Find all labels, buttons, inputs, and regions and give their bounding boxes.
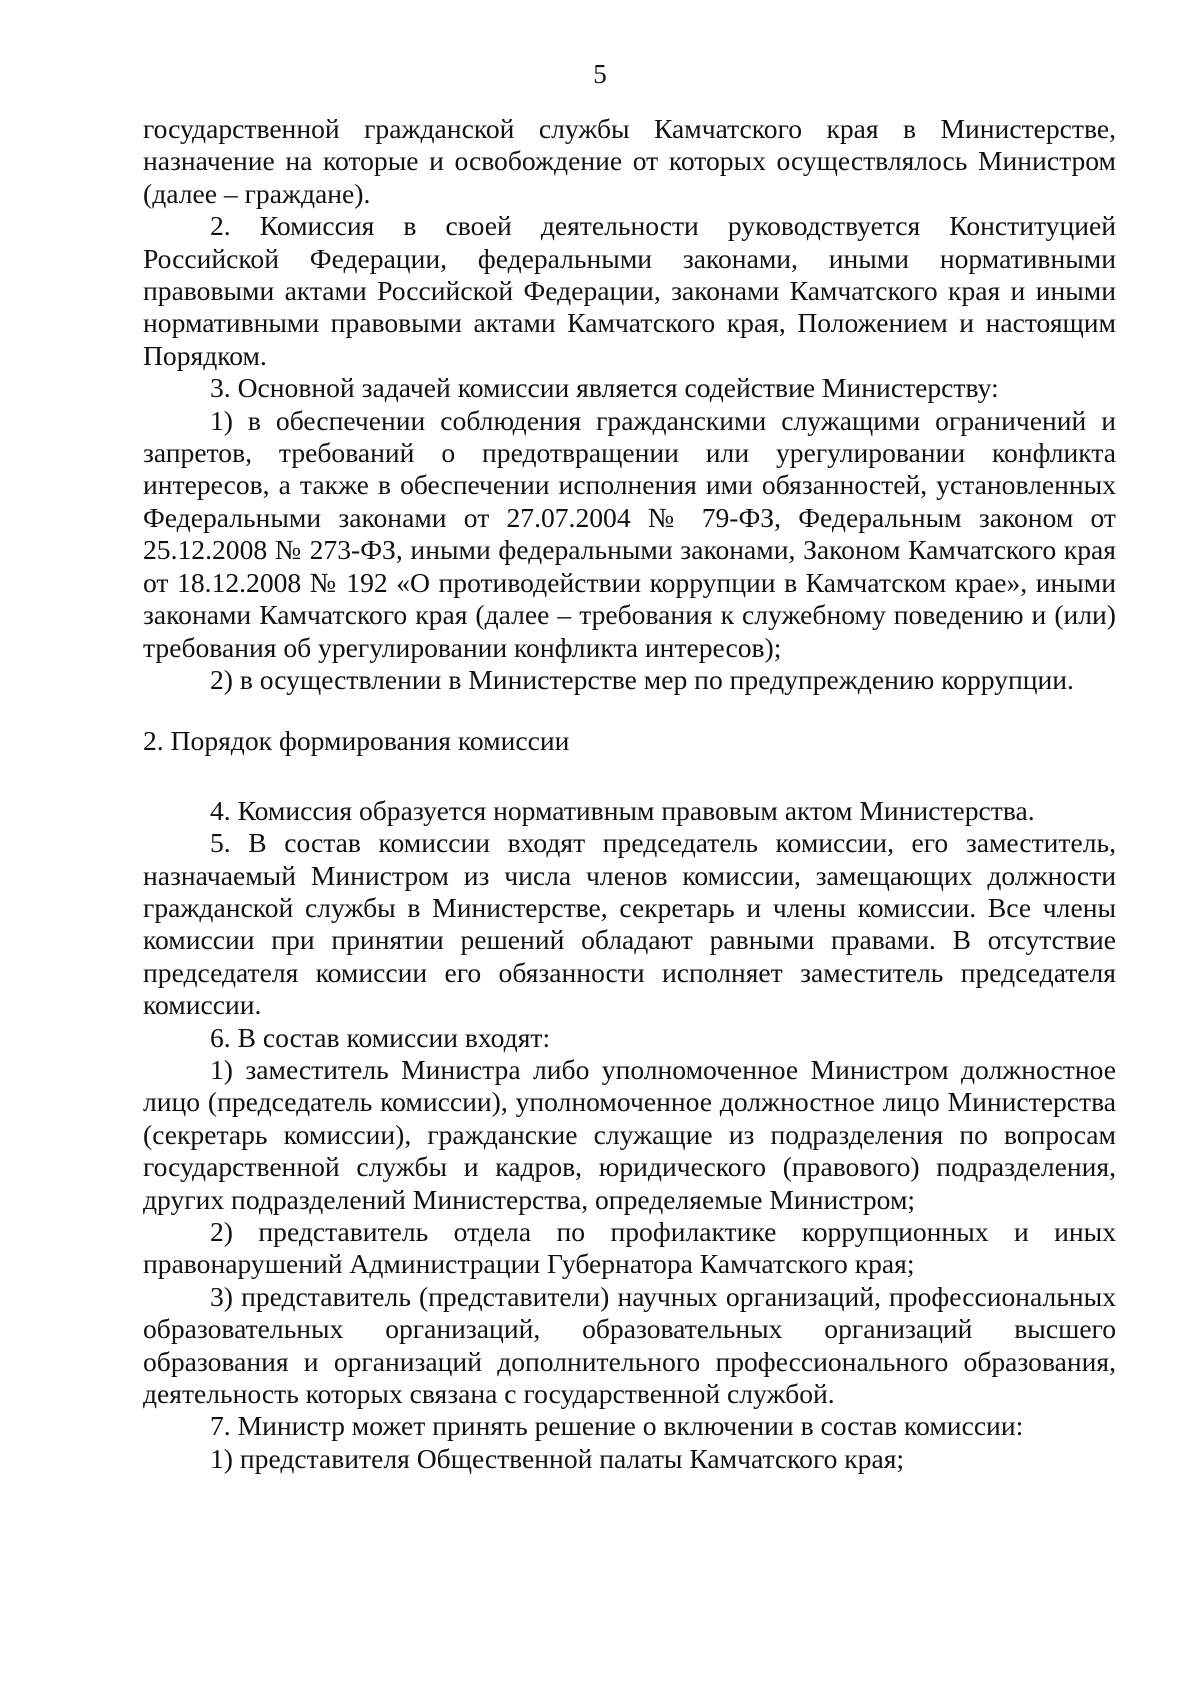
paragraph-item-5: 5. В состав комиссии входят председатель комиссии, его заместитель, назначаемый Министром из числа членов комиссии, замещающих должности гражданской службы в Министерстве, секретарь и члены комиссии. Все члены комиссии при принятии решений обладают равными правами. В отсутствие председателя комиссии его обязанности исполняет заместитель председателя комиссии. [143, 827, 1116, 1021]
paragraph-subitem-3-2: 2) в осуществлении в Министерстве мер по предупреждению коррупции. [210, 663, 1074, 695]
document-body [143, 113, 1116, 1475]
page-number: 5 [593, 59, 607, 89]
paragraph-item-4: 4. Комиссия образуется нормативным правовым актом Министерства. [210, 794, 1035, 826]
paragraph-continuation: государственной гражданской службы Камчатского края в Министерстве, назначение на которые и освобождение от которых осуществлялось Министром (далее – граждане). [143, 113, 1116, 209]
paragraph-subitem-3-1: 1) в обеспечении соблюдения гражданскими служащими ограничений и запретов, требований о предотвращении или урегулировании конфликта интересов, а также в обеспечении исполнения ими обязанностей, установленных Федеральными законами от 27.07.2004 № 79-ФЗ, Федеральным законом от 25.12.2008 № 273-ФЗ, иными федеральными законами, Законом Камчатского края от 18.12.2008 № 192 «О противодействии коррупции в Камчатском крае», иными законами Камчатского края (далее – требования к служебному поведению и (или) требования об урегулировании конфликта интересов); [143, 404, 1116, 663]
paragraph-subitem-6-2: 2) представитель отдела по профилактике коррупционных и иных правонарушений Администрации Губернатора Камчатского края; [143, 1216, 1116, 1280]
paragraph-item-2: 2. Комиссия в своей деятельности руководствуется Конституцией Российской Федерации, федеральными законами, иными нормативными правовыми актами Российской Федерации, законами Камчатского края и иными нормативными правовыми актами Камчатского края, Положением и настоящим Порядком. [143, 210, 1116, 371]
paragraph-item-6: 6. В состав комиссии входят: [210, 1021, 551, 1053]
paragraph-subitem-6-3: 3) представитель (представители) научных организаций, профессиональных образовательных организаций, образовательных организаций высшего образования и организаций дополнительного профессионального образования, деятельность которых связана с государственной службой. [143, 1280, 1116, 1410]
paragraph-subitem-6-1: 1) заместитель Министра либо уполномоченное Министром должностное лицо (председатель комиссии), уполномоченное должностное лицо Министерства (секретарь комиссии), гражданские служащие из подразделения по вопросам государственной службы и кадров, юридического (правового) подразделения, других подразделений Министерства, определяемые Министром; [143, 1053, 1116, 1215]
section-heading: 2. Порядок формирования комиссии [143, 725, 570, 757]
paragraph-subitem-7-1: 1) представителя Общественной палаты Камчатского края; [210, 1442, 905, 1474]
paragraph-item-7: 7. Министр может принять решение о включении в состав комиссии: [210, 1410, 1024, 1442]
paragraph-item-3: 3. Основной задачей комиссии является содействие Министерству: [210, 372, 999, 404]
